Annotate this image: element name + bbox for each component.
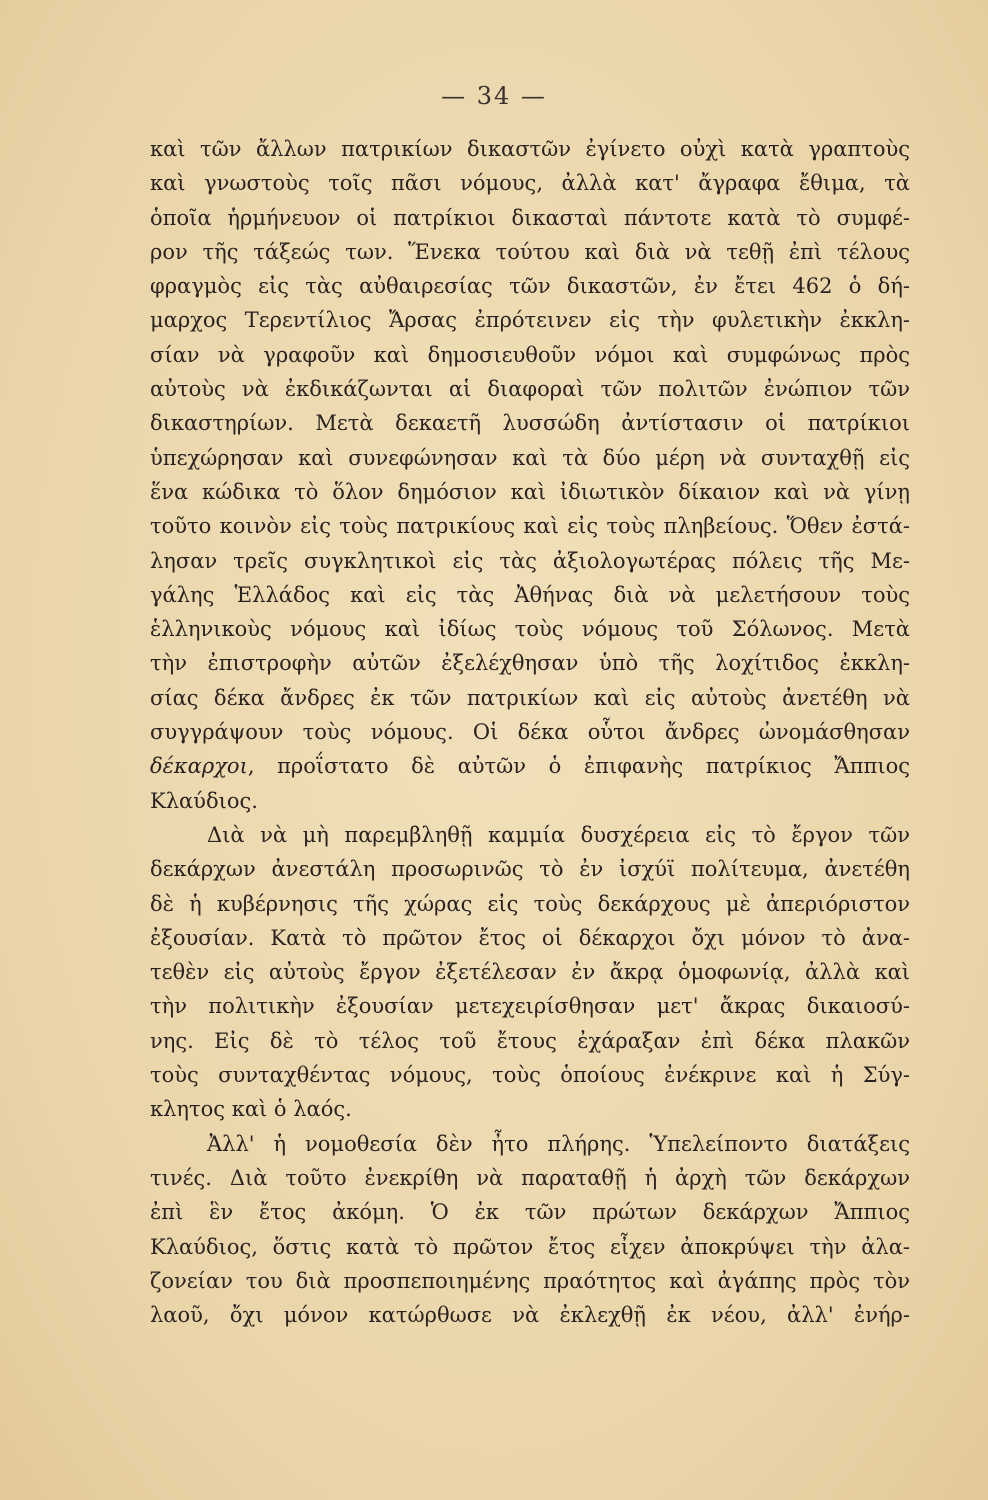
text-line: αὐτοὺς νὰ ἐκδικάζωνται αἱ διαφοραὶ τῶν πολιτῶν ἐνώπιον τῶν xyxy=(150,377,910,402)
text-line: ἑλληνικοὺς νόμους καὶ ἰδίως τοὺς νόμους τοῦ Σόλωνος. Μετὰ xyxy=(150,617,910,642)
text-line: τὴν ἐπιστροφὴν αὐτῶν ἐξελέχθησαν ὑπὸ τῆς λοχίτιδος ἐκκλη- xyxy=(150,651,910,676)
text-line: τοῦτο κοινὸν εἰς τοὺς πατρικίους καὶ εἰς τοὺς πληβείους. Ὅθεν ἐστά- xyxy=(150,514,910,539)
text-line: Ἀλλ' ἡ νομοθεσία δὲν ἦτο πλήρης. Ὑπελείποντο διατάξεις xyxy=(207,1131,910,1156)
text-line: συγγράψουν τοὺς νόμους. Οἱ δέκα οὗτοι ἄνδρες ὠνομάσθησαν xyxy=(150,720,910,745)
text-line: ἐξουσίαν. Κατὰ τὸ πρῶτον ἔτος οἱ δέκαρχοι ὄχι μόνον τὸ ἀνα- xyxy=(150,925,910,950)
text-line: τοὺς συνταχθέντας νόμους, τοὺς ὁποίους ἐνέκρινε καὶ ἡ Σύγ- xyxy=(150,1063,910,1088)
text-line: τινές. Διὰ τοῦτο ἐνεκρίθη νὰ παραταθῇ ἡ ἀρχὴ τῶν δεκάρχων xyxy=(150,1165,910,1190)
text-line: ἐπὶ ἓν ἔτος ἀκόμη. Ὁ ἐκ τῶν πρώτων δεκάρχων Ἄππιος xyxy=(150,1200,910,1225)
text-line: γάλης Ἑλλάδος καὶ εἰς τὰς Ἀθήνας διὰ νὰ μελετήσουν τοὺς xyxy=(150,582,910,607)
italic-term: δέκαρχοι xyxy=(150,754,248,779)
text-line: τεθὲν εἰς αὐτοὺς ἔργον ἐξετέλεσαν ἐν ἄκρᾳ ὁμοφωνίᾳ, ἀλλὰ καὶ xyxy=(150,960,910,985)
text-line: δὲ ἡ κυβέρνησις τῆς χώρας εἰς τοὺς δεκάρχους μὲ ἀπεριόριστον xyxy=(150,891,910,916)
text-line: μαρχος Τερεντίλιος Ἄρσας ἐπρότεινεν εἰς τὴν φυλετικὴν ἐκκλη- xyxy=(150,308,910,333)
text-line: δέκαρχοι, προΐστατο δὲ αὐτῶν ὁ ἐπιφανὴς πατρίκιος Ἄππιος xyxy=(150,754,910,779)
text-line: καὶ γνωστοὺς τοῖς πᾶσι νόμους, ἀλλὰ κατ' ἄγραφα ἔθιμα, τὰ xyxy=(150,171,910,196)
body-text xyxy=(150,132,910,1332)
text-line: Διὰ νὰ μὴ παρεμβληθῇ καμμία δυσχέρεια εἰς τὸ ἔργον τῶν xyxy=(207,822,910,847)
text-line: καὶ τῶν ἄλλων πατρικίων δικαστῶν ἐγίνετο οὐχὶ κατὰ γραπτοὺς xyxy=(150,137,910,161)
text-line: λαοῦ, ὄχι μόνον κατώρθωσε νὰ ἐκλεχθῇ ἐκ νέου, ἀλλ' ἐνήρ- xyxy=(150,1303,910,1328)
text-line: ζονείαν του διὰ προσπεποιημένης πραότητος καὶ ἀγάπης πρὸς τὸν xyxy=(150,1268,910,1293)
text-line: δεκάρχων ἀνεστάλη προσωρινῶς τὸ ἐν ἰσχύϊ πολίτευμα, ἀνετέθη xyxy=(150,857,910,882)
text-line: σίαν νὰ γραφοῦν καὶ δημοσιευθοῦν νόμοι καὶ συμφώνως πρὸς xyxy=(150,342,910,367)
text-line: ἕνα κώδικα τὸ ὅλον δημόσιον καὶ ἰδιωτικὸν δίκαιον καὶ νὰ γίνῃ xyxy=(150,479,910,504)
text-line: ρον τῆς τάξεώς των. Ἕνεκα τούτου καὶ διὰ νὰ τεθῇ ἐπὶ τέλους xyxy=(150,239,910,264)
text-line: σίας δέκα ἄνδρες ἐκ τῶν πατρικίων καὶ εἰς αὐτοὺς ἀνετέθη νὰ xyxy=(150,685,910,710)
text-line: κλητος καὶ ὁ λαός. xyxy=(150,1097,352,1122)
text-line: νης. Εἰς δὲ τὸ τέλος τοῦ ἔτους ἐχάραξαν ἐπὶ δέκα πλακῶν xyxy=(150,1028,910,1053)
page-number: — 34 — xyxy=(441,82,547,110)
text-line: λησαν τρεῖς συγκλητικοὶ εἰς τὰς ἀξιολογωτέρας πόλεις τῆς Με- xyxy=(150,548,910,573)
text-line: δικαστηρίων. Μετὰ δεκαετῆ λυσσώδη ἀντίστασιν οἱ πατρίκιοι xyxy=(150,411,910,436)
text-line: Κλαύδιος. xyxy=(150,788,258,813)
text-line: ὁποῖα ἡρμήνευον οἱ πατρίκιοι δικασταὶ πάντοτε κατὰ τὸ συμφέ- xyxy=(150,205,910,230)
text-line: τὴν πολιτικὴν ἐξουσίαν μετεχειρίσθησαν μετ' ἄκρας δικαιοσύ- xyxy=(150,994,910,1019)
text-line: Κλαύδιος, ὅστις κατὰ τὸ πρῶτον ἔτος εἶχεν ἀποκρύψει τὴν ἀλα- xyxy=(150,1234,910,1259)
text-line: ὑπεχώρησαν καὶ συνεφώνησαν καὶ τὰ δύο μέρη νὰ συνταχθῇ εἰς xyxy=(150,445,910,470)
text-line: φραγμὸς εἰς τὰς αὐθαιρεσίας τῶν δικαστῶν, ἐν ἔτει 462 ὁ δή- xyxy=(150,274,910,299)
